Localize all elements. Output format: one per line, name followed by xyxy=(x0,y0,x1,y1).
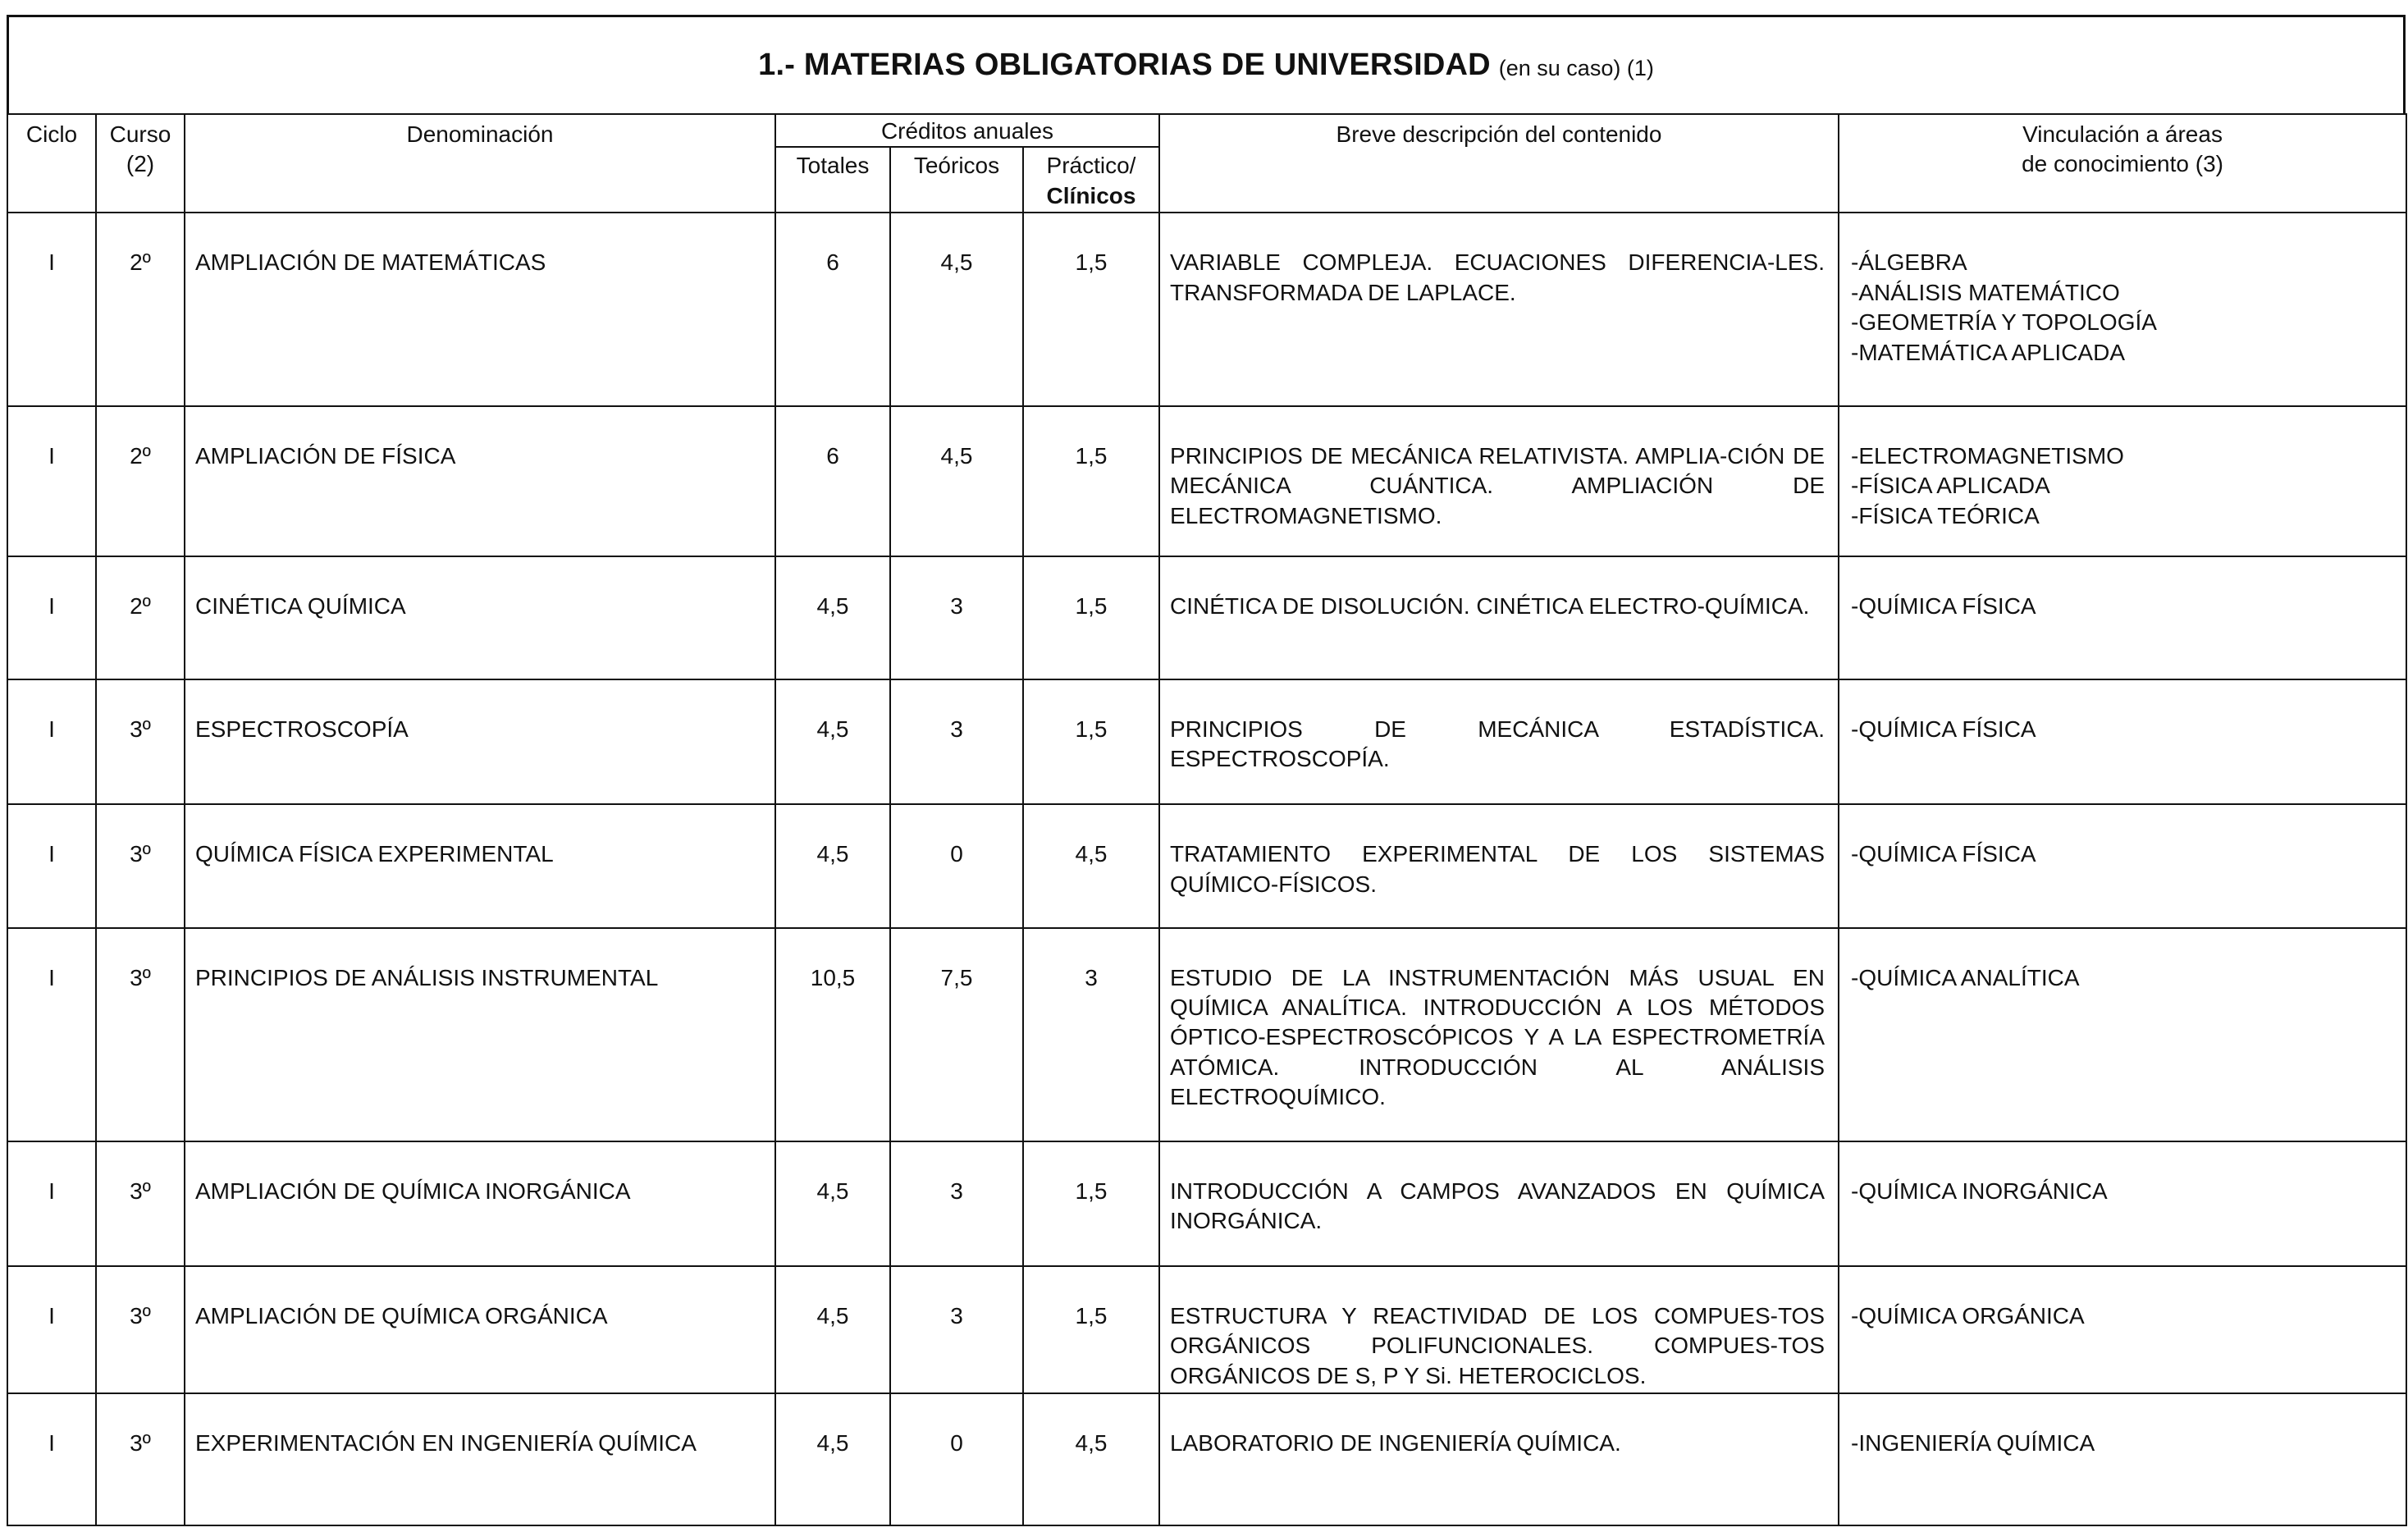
table-row xyxy=(7,1141,2406,1266)
area-item: -GEOMETRÍA Y TOPOLOGÍA xyxy=(1851,309,2157,336)
table-row xyxy=(7,679,2406,804)
table-row xyxy=(7,1266,2406,1394)
cell-curso: 3º xyxy=(96,1266,185,1394)
cell-ciclo: I xyxy=(7,1393,96,1525)
header-curso: Curso (2) xyxy=(96,114,185,213)
cell-descripcion: ESTUDIO DE LA INSTRUMENTACIÓN MÁS USUAL EN QUÍMICA ANALÍTICA. INTRODUCCIÓN A LOS MÉTODOS ÓPTICO-ESPECTROSCÓPICOS Y A LA ESPECTROMETRÍA ATÓMICA. INTRODUCCIÓN AL ANÁLISIS ELECTROQUÍMICO. xyxy=(1159,928,1839,1141)
cell-practicos: 1,5 xyxy=(1023,406,1159,556)
table-row xyxy=(7,406,2406,556)
table-title-box xyxy=(7,15,2406,113)
cell-curso: 3º xyxy=(96,1141,185,1266)
table-row xyxy=(7,1393,2406,1525)
area-item: -QUÍMICA FÍSICA xyxy=(1851,592,2036,619)
cell-descripcion: TRATAMIENTO EXPERIMENTAL DE LOS SISTEMAS QUÍMICO-FÍSICOS. xyxy=(1159,804,1839,927)
cell-curso: 3º xyxy=(96,1393,185,1525)
cell-totales: 4,5 xyxy=(775,1141,890,1266)
cell-ciclo: I xyxy=(7,556,96,679)
area-item: -QUÍMICA INORGÁNICA xyxy=(1851,1178,2108,1204)
area-item: -FÍSICA APLICADA xyxy=(1851,473,2050,499)
cell-vinculacion xyxy=(1839,928,2406,1141)
cell-descripcion: PRINCIPIOS DE MECÁNICA RELATIVISTA. AMPLIA-CIÓN DE MECÁNICA CUÁNTICA. AMPLIACIÓN DE ELECTROMAGNETISMO. xyxy=(1159,406,1839,556)
cell-descripcion: CINÉTICA DE DISOLUCIÓN. CINÉTICA ELECTRO-QUÍMICA. xyxy=(1159,556,1839,679)
cell-descripcion: LABORATORIO DE INGENIERÍA QUÍMICA. xyxy=(1159,1393,1839,1525)
header-totales: Totales xyxy=(775,147,890,213)
cell-teoricos: 0 xyxy=(890,804,1023,927)
cell-teoricos: 3 xyxy=(890,679,1023,804)
area-item: -QUÍMICA FÍSICA xyxy=(1851,841,2036,867)
area-item: -MATEMÁTICA APLICADA xyxy=(1851,339,2126,365)
cell-ciclo: I xyxy=(7,213,96,406)
header-ciclo: Ciclo xyxy=(7,114,96,213)
table-row xyxy=(7,804,2406,927)
cell-vinculacion xyxy=(1839,1141,2406,1266)
document-sheet xyxy=(7,15,2406,1526)
cell-practicos: 3 xyxy=(1023,928,1159,1141)
cell-curso: 3º xyxy=(96,928,185,1141)
cell-vinculacion xyxy=(1839,406,2406,556)
cell-practicos: 4,5 xyxy=(1023,804,1159,927)
cell-ciclo: I xyxy=(7,928,96,1141)
cell-denominacion: ESPECTROSCOPÍA xyxy=(185,679,775,804)
cell-curso: 3º xyxy=(96,679,185,804)
cell-teoricos: 4,5 xyxy=(890,406,1023,556)
cell-totales: 4,5 xyxy=(775,1266,890,1394)
cell-descripcion: PRINCIPIOS DE MECÁNICA ESTADÍSTICA. ESPECTROSCOPÍA. xyxy=(1159,679,1839,804)
cell-teoricos: 0 xyxy=(890,1393,1023,1525)
area-item: -QUÍMICA FÍSICA xyxy=(1851,716,2036,743)
area-item: -ANÁLISIS MATEMÁTICO xyxy=(1851,279,2120,305)
area-item: -ELECTROMAGNETISMO xyxy=(1851,442,2124,469)
table-title: 1.- MATERIAS OBLIGATORIAS DE UNIVERSIDAD xyxy=(758,48,1491,82)
cell-denominacion: AMPLIACIÓN DE QUÍMICA ORGÁNICA xyxy=(185,1266,775,1394)
cell-practicos: 4,5 xyxy=(1023,1393,1159,1525)
area-item: -FÍSICA TEÓRICA xyxy=(1851,502,2040,528)
cell-denominacion: AMPLIACIÓN DE FÍSICA xyxy=(185,406,775,556)
cell-ciclo: I xyxy=(7,406,96,556)
cell-practicos: 1,5 xyxy=(1023,1141,1159,1266)
cell-totales: 6 xyxy=(775,406,890,556)
cell-ciclo: I xyxy=(7,1266,96,1394)
cell-teoricos: 4,5 xyxy=(890,213,1023,406)
cell-totales: 10,5 xyxy=(775,928,890,1141)
cell-denominacion: EXPERIMENTACIÓN EN INGENIERÍA QUÍMICA xyxy=(185,1393,775,1525)
cell-teoricos: 3 xyxy=(890,1266,1023,1394)
header-vinculacion: Vinculación a áreas de conocimiento (3) xyxy=(1839,114,2406,213)
table-row xyxy=(7,213,2406,406)
cell-ciclo: I xyxy=(7,1141,96,1266)
cell-vinculacion xyxy=(1839,679,2406,804)
cell-vinculacion xyxy=(1839,1393,2406,1525)
cell-practicos: 1,5 xyxy=(1023,556,1159,679)
subjects-table xyxy=(7,113,2407,1526)
table-title-note: (en su caso) (1) xyxy=(1498,56,1654,80)
cell-teoricos: 7,5 xyxy=(890,928,1023,1141)
header-practicos: Práctico/ Clínicos xyxy=(1023,147,1159,213)
cell-practicos: 1,5 xyxy=(1023,679,1159,804)
cell-denominacion: PRINCIPIOS DE ANÁLISIS INSTRUMENTAL xyxy=(185,928,775,1141)
cell-practicos: 1,5 xyxy=(1023,213,1159,406)
header-creditos: Créditos anuales xyxy=(775,114,1159,147)
header-teoricos: Teóricos xyxy=(890,147,1023,213)
table-row xyxy=(7,556,2406,679)
cell-denominacion: AMPLIACIÓN DE MATEMÁTICAS xyxy=(185,213,775,406)
header-denominacion: Denominación xyxy=(185,114,775,213)
cell-curso: 2º xyxy=(96,556,185,679)
cell-ciclo: I xyxy=(7,804,96,927)
cell-totales: 4,5 xyxy=(775,1393,890,1525)
cell-denominacion: CINÉTICA QUÍMICA xyxy=(185,556,775,679)
cell-descripcion: ESTRUCTURA Y REACTIVIDAD DE LOS COMPUES-TOS ORGÁNICOS POLIFUNCIONALES. COMPUES-TOS ORGÁNICOS DE S, P Y Si. HETEROCICLOS. xyxy=(1159,1266,1839,1394)
table-row xyxy=(7,928,2406,1141)
cell-totales: 6 xyxy=(775,213,890,406)
cell-totales: 4,5 xyxy=(775,679,890,804)
table-body xyxy=(7,213,2406,1525)
cell-curso: 3º xyxy=(96,804,185,927)
area-item: -INGENIERÍA QUÍMICA xyxy=(1851,1430,2095,1457)
cell-descripcion: VARIABLE COMPLEJA. ECUACIONES DIFERENCIA-LES. TRANSFORMADA DE LAPLACE. xyxy=(1159,213,1839,406)
cell-totales: 4,5 xyxy=(775,804,890,927)
cell-vinculacion xyxy=(1839,804,2406,927)
cell-curso: 2º xyxy=(96,213,185,406)
cell-denominacion: QUÍMICA FÍSICA EXPERIMENTAL xyxy=(185,804,775,927)
cell-curso: 2º xyxy=(96,406,185,556)
cell-denominacion: AMPLIACIÓN DE QUÍMICA INORGÁNICA xyxy=(185,1141,775,1266)
area-item: -QUÍMICA ANALÍTICA xyxy=(1851,964,2080,990)
cell-vinculacion xyxy=(1839,1266,2406,1394)
cell-totales: 4,5 xyxy=(775,556,890,679)
cell-descripcion: INTRODUCCIÓN A CAMPOS AVANZADOS EN QUÍMICA INORGÁNICA. xyxy=(1159,1141,1839,1266)
header-descripcion: Breve descripción del contenido xyxy=(1159,114,1839,213)
cell-vinculacion xyxy=(1839,213,2406,406)
cell-practicos: 1,5 xyxy=(1023,1266,1159,1394)
cell-ciclo: I xyxy=(7,679,96,804)
cell-teoricos: 3 xyxy=(890,1141,1023,1266)
cell-teoricos: 3 xyxy=(890,556,1023,679)
cell-vinculacion xyxy=(1839,556,2406,679)
area-item: -ÁLGEBRA xyxy=(1851,249,1967,276)
area-item: -QUÍMICA ORGÁNICA xyxy=(1851,1302,2085,1328)
